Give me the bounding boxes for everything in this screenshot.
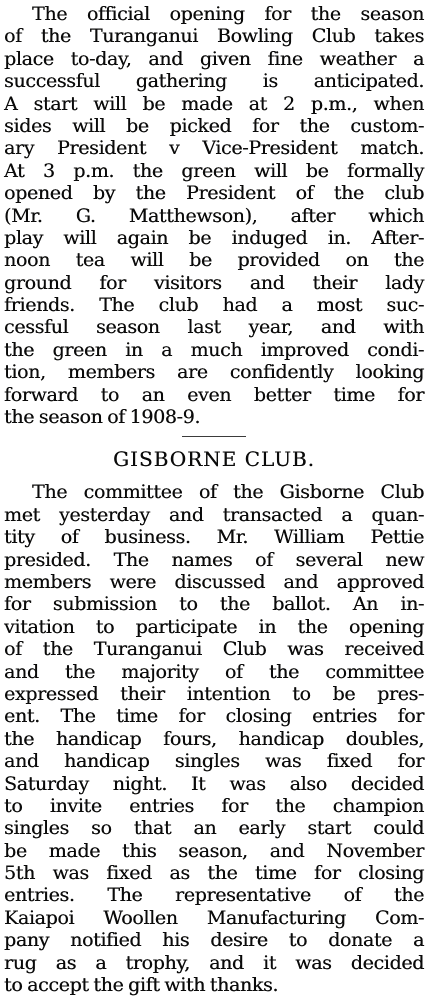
article-line: A start will be made at 2 p.m., when (4, 92, 424, 115)
article-line: for submission to the ballot. An in- (4, 593, 424, 616)
article-line: entries. The representative of the (4, 884, 424, 907)
section-divider (182, 436, 246, 437)
article-line: of the Turanganui Club was received (4, 638, 424, 661)
article-line: met yesterday and transacted a quan- (4, 503, 424, 526)
article-gisborne-club (4, 481, 424, 996)
article-line: pany notified his desire to donate a (4, 929, 424, 952)
article-line: friends. The club had a most suc- (4, 294, 424, 317)
article-line: presided. The names of several new (4, 548, 424, 571)
article-line: At 3 p.m. the green will be formally (4, 159, 424, 182)
article-line: Kaiapoi Woollen Manufacturing Com- (4, 906, 424, 929)
article-line: singles so that an early start could (4, 817, 424, 840)
article-line: vitation to participate in the opening (4, 615, 424, 638)
article-line: ent. The time for closing entries for (4, 705, 424, 728)
article-line: to invite entries for the champion (4, 794, 424, 817)
article-line: tity of business. Mr. William Pettie (4, 526, 424, 549)
article-line: expressed their intention to be pres- (4, 682, 424, 705)
article-line: noon tea will be provided on the (4, 249, 424, 272)
article-line: of the Turanganui Bowling Club takes (4, 25, 424, 48)
article-line: rug as a trophy, and it was decided (4, 951, 424, 974)
article-line: ground for visitors and their lady (4, 271, 424, 294)
article-line: play will again be induged in. After- (4, 226, 424, 249)
article-line: The committee of the Gisborne Club (32, 481, 424, 504)
article-line: Saturday night. It was also decided (4, 772, 424, 795)
article-line: and handicap singles was fixed for (4, 750, 424, 773)
article-line: and the majority of the committee (4, 660, 424, 683)
article-line: forward to an even better time for (4, 383, 424, 406)
article-line: opened by the President of the club (4, 182, 424, 205)
article-line: to accept the gift with thanks. (4, 974, 279, 996)
article-line: place to-day, and given fine weather a (4, 47, 424, 70)
article-line: cessful season last year, and with (4, 316, 424, 339)
article-line: the handicap fours, handicap doubles, (4, 727, 424, 750)
article-line: the season of 1908-9. (4, 406, 201, 429)
article-bowling-opening (4, 3, 424, 428)
section-heading: GISBORNE CLUB. (113, 447, 315, 472)
article-line: members were discussed and approved (4, 570, 424, 593)
article-line: the green in a much improved condi- (4, 338, 424, 361)
article-line: ary President v Vice-President match. (4, 137, 424, 160)
article-line: successful gathering is anticipated. (4, 70, 424, 93)
article-line: 5th was fixed as the time for closing (4, 862, 424, 885)
article-line: sides will be picked for the custom- (4, 114, 424, 137)
article-line: (Mr. G. Matthewson), after which (4, 204, 424, 227)
article-line: be made this season, and November (4, 839, 424, 862)
article-line: The official opening for the season (32, 3, 424, 25)
article-line: tion, members are confidently looking (4, 361, 424, 384)
